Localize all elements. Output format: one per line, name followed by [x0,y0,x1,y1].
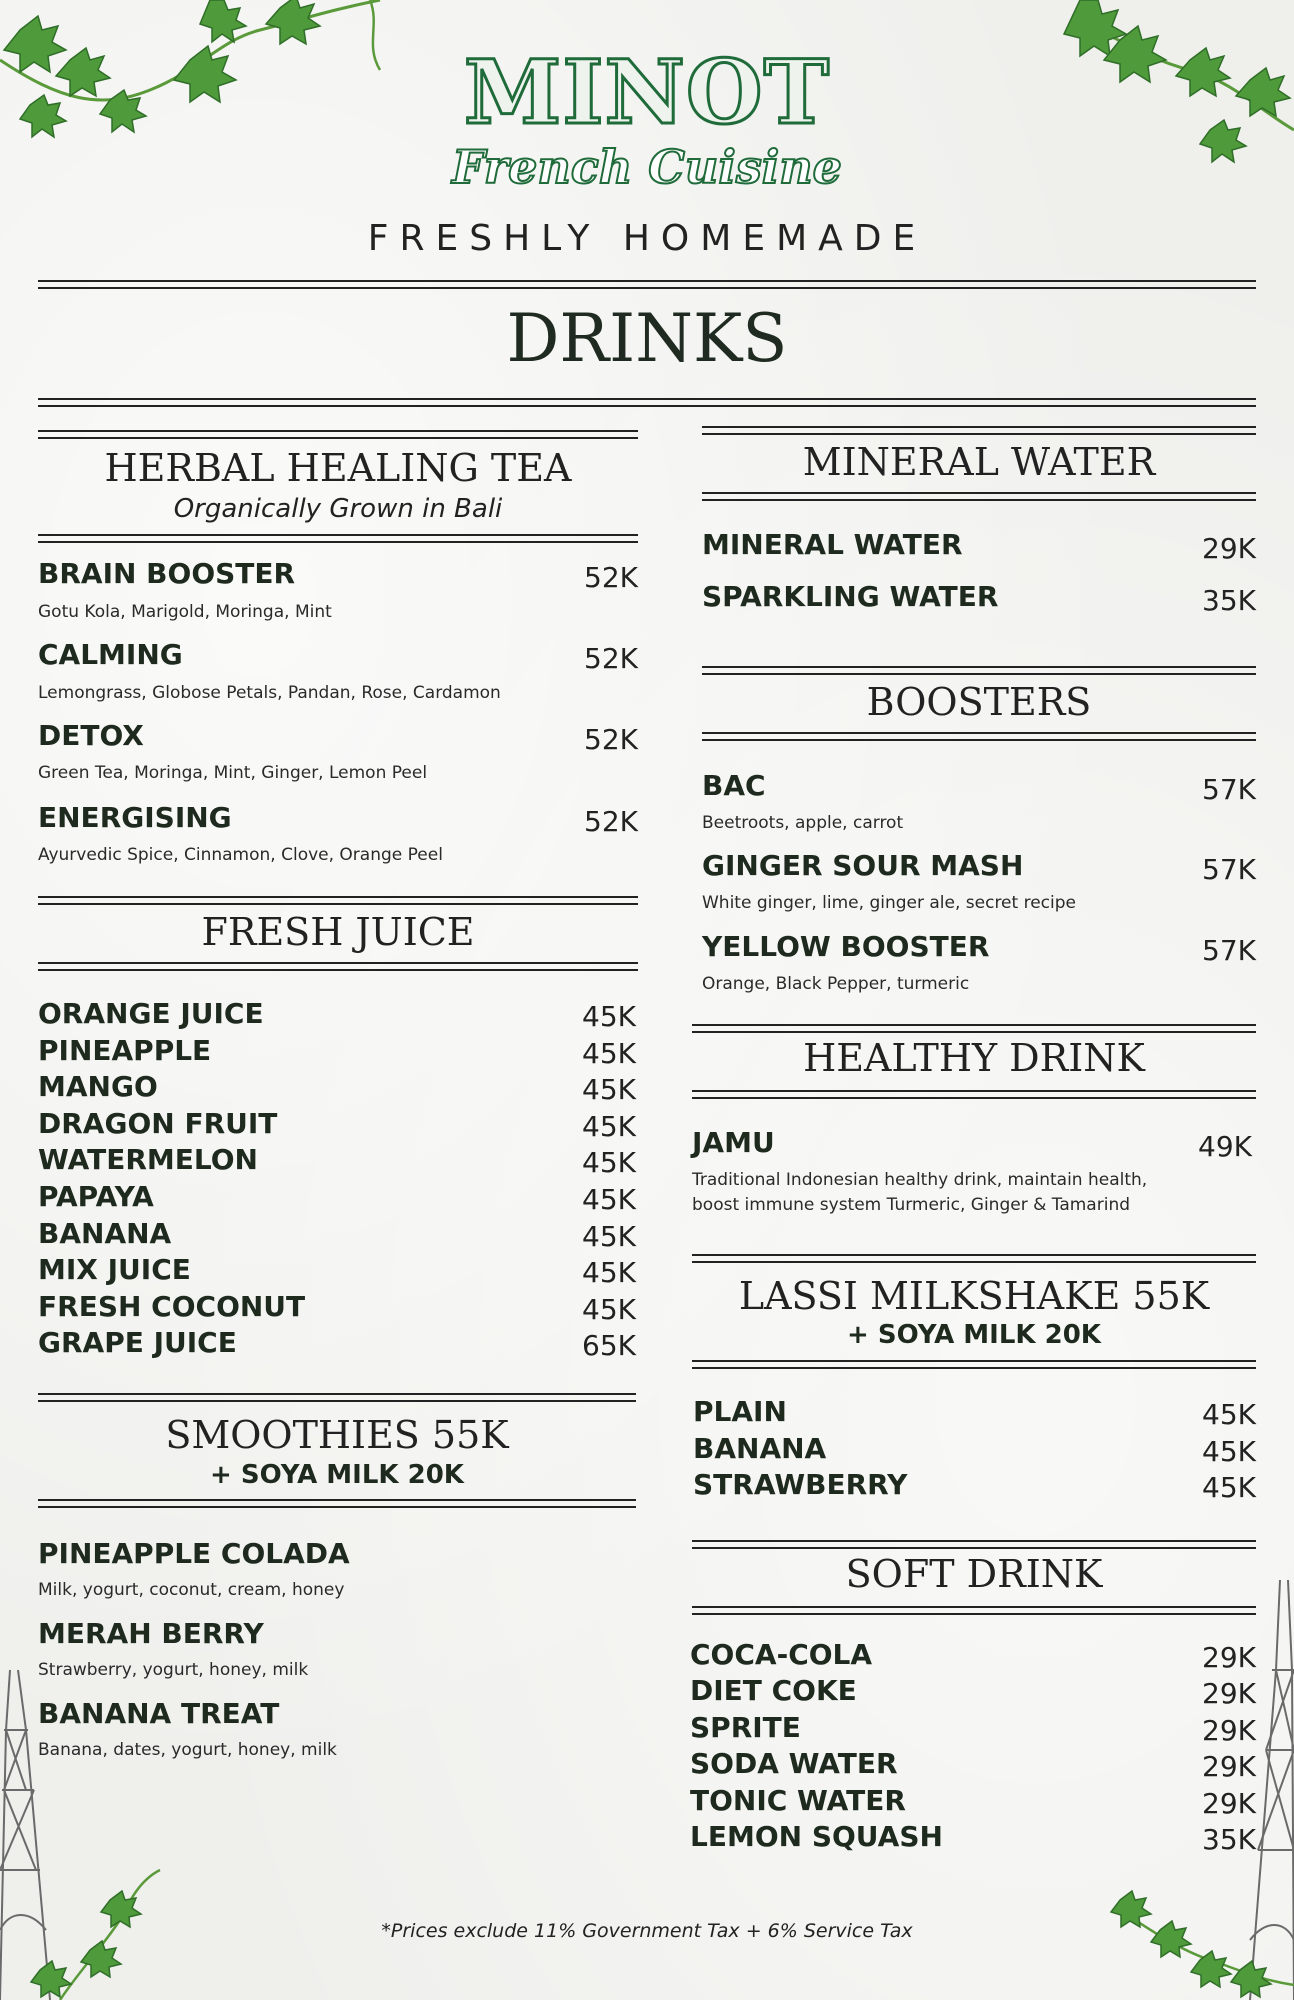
menu-item-desc: Banana, dates, yogurt, honey, milk [38,1740,337,1760]
section-title-soft: SOFT DRINK [845,1552,1103,1596]
section-title-lassi: LASSI MILKSHAKE 55K [738,1274,1210,1318]
menu-item-name: MINERAL WATER [702,528,963,561]
menu-item-price: 52K [584,723,638,756]
divider [692,1090,1256,1099]
menu-item-name: GINGER SOUR MASH [702,849,1024,882]
menu-item-name: PLAIN [693,1395,787,1428]
header-rule [38,280,1256,289]
menu-item-name: FRESH COCONUT [38,1289,306,1323]
section-title-juice: FRESH JUICE [201,910,475,954]
menu-item-price: 52K [584,642,638,675]
section-subtitle-smoothies: + SOYA MILK 20K [210,1460,464,1490]
menu-item-price: 65K [582,1329,636,1363]
menu-item-name: BANANA TREAT [38,1697,280,1730]
menu-item-price: 45K [582,1036,636,1070]
menu-item-price: 45K [582,1183,636,1216]
menu-item-price: 45K [582,1073,636,1107]
menu-item-price: 29K [1202,1677,1256,1711]
section-subtitle-lassi: + SOYA MILK 20K [847,1320,1101,1350]
menu-item-name: WATERMELON [38,1143,258,1177]
brand-name: MINOT [463,40,831,144]
menu-item-price: 29K [1202,1750,1256,1784]
menu-item-desc: Milk, yogurt, coconut, cream, honey [38,1580,345,1600]
menu-item-name: COCA-COLA [690,1638,873,1671]
menu-item-price: 29K [1202,1786,1256,1820]
menu-item-name: GRAPE JUICE [38,1326,237,1360]
menu-item-desc: Green Tea, Moringa, Mint, Ginger, Lemon Peel [38,763,428,783]
menu-item-name: SPRITE [690,1710,801,1744]
menu-item-name: BANANA [38,1216,172,1250]
menu-item-name: STRAWBERRY [693,1468,908,1501]
section-title-healthy: HEALTHY DRINK [803,1036,1145,1080]
menu-item-price: 45K [582,1219,636,1253]
menu-item-desc: Strawberry, yogurt, honey, milk [38,1660,309,1680]
menu-item-desc: Orange, Black Pepper, turmeric [702,974,970,994]
menu-item-price: 45K [582,1292,636,1326]
menu-item-name: MANGO [38,1070,158,1104]
menu-item-price: 29K [1202,1641,1256,1674]
divider [38,1393,636,1402]
menu-item-name: PINEAPPLE [38,1033,212,1067]
menu-item-name: BANANA [693,1431,827,1465]
menu-item-price: 45K [582,1109,636,1143]
menu-item-name: ENERGISING [38,801,232,834]
divider [702,492,1256,501]
menu-item-price: 45K [1202,1398,1256,1431]
menu-item-name: YELLOW BOOSTER [702,930,990,963]
menu-item-price: 52K [584,805,638,838]
brand-subtitle: French Cuisine [452,140,842,194]
menu-item-desc: Gotu Kola, Marigold, Moringa, Mint [38,602,332,622]
page-title: DRINKS [506,300,788,377]
menu-item-desc: Beetroots, apple, carrot [702,813,904,833]
menu-item-price: 52K [584,561,638,594]
menu-item-name: DETOX [38,719,144,752]
section-title-boosters: BOOSTERS [866,680,1092,724]
divider [692,1024,1256,1033]
menu-item-price: 35K [1202,1823,1256,1856]
menu-item-price: 45K [582,1146,636,1180]
menu-item-desc: Traditional Indonesian healthy drink, maintain health, [692,1170,1148,1190]
menu-item-price: 29K [1202,532,1256,565]
menu-item-price: 45K [1202,1471,1256,1504]
tax-footnote: *Prices exclude 11% Government Tax + 6% Service Tax [381,1920,913,1942]
menu-item-name: TONIC WATER [690,1783,906,1817]
section-title-herbal: HERBAL HEALING TEA [104,446,572,490]
menu-item-name: PINEAPPLE COLADA [38,1537,350,1570]
menu-item-price: 57K [1202,934,1256,967]
divider [692,1540,1256,1549]
menu-item-name: MERAH BERRY [38,1617,264,1650]
menu-item-price: 57K [1202,773,1256,806]
divider [38,962,638,971]
menu-item-price: 45K [582,1256,636,1290]
menu-item-name: SODA WATER [690,1747,898,1781]
divider [38,896,638,905]
menu-item-name: MIX JUICE [38,1253,191,1287]
divider [38,430,638,439]
menu-item-name: PAPAYA [38,1180,154,1213]
menu-item-name: CALMING [38,638,183,671]
section-title-smoothies: SMOOTHIES 55K [165,1413,509,1457]
menu-item-price: 29K [1202,1713,1256,1747]
menu-item-price: 49K [1198,1130,1252,1163]
menu-item-price: 57K [1202,853,1256,886]
divider [702,426,1256,435]
title-rule [38,398,1256,407]
divider [38,534,638,543]
menu-item-name: BAC [702,769,766,802]
divider [692,1606,1256,1615]
menu-item-name: DIET COKE [690,1674,857,1708]
divider [38,1499,636,1508]
divider [702,666,1256,675]
menu-item-name: LEMON SQUASH [690,1820,943,1853]
menu-item-name: BRAIN BOOSTER [38,557,296,590]
menu-item-desc: Lemongrass, Globose Petals, Pandan, Rose, Cardamon [38,683,501,703]
section-title-mineral: MINERAL WATER [802,440,1156,484]
menu-item-name: SPARKLING WATER [702,580,999,613]
menu-item-price: 45K [582,1000,636,1033]
menu-item-name: ORANGE JUICE [38,997,264,1030]
divider [702,732,1256,741]
menu-item-name: JAMU [692,1126,775,1159]
menu-item-desc: boost immune system Turmeric, Ginger & Tamarind [692,1195,1131,1215]
divider [692,1254,1256,1263]
menu-item-desc: Ayurvedic Spice, Cinnamon, Clove, Orange Peel [38,845,443,865]
section-subtitle-herbal: Organically Grown in Bali [173,494,503,524]
menu-item-name: DRAGON FRUIT [38,1106,278,1140]
menu-item-desc: White ginger, lime, ginger ale, secret recipe [702,893,1076,913]
menu-item-price: 45K [1202,1434,1256,1468]
divider [692,1360,1256,1369]
menu-item-price: 35K [1202,584,1256,617]
tagline: FRESHLY HOMEMADE [367,218,927,259]
